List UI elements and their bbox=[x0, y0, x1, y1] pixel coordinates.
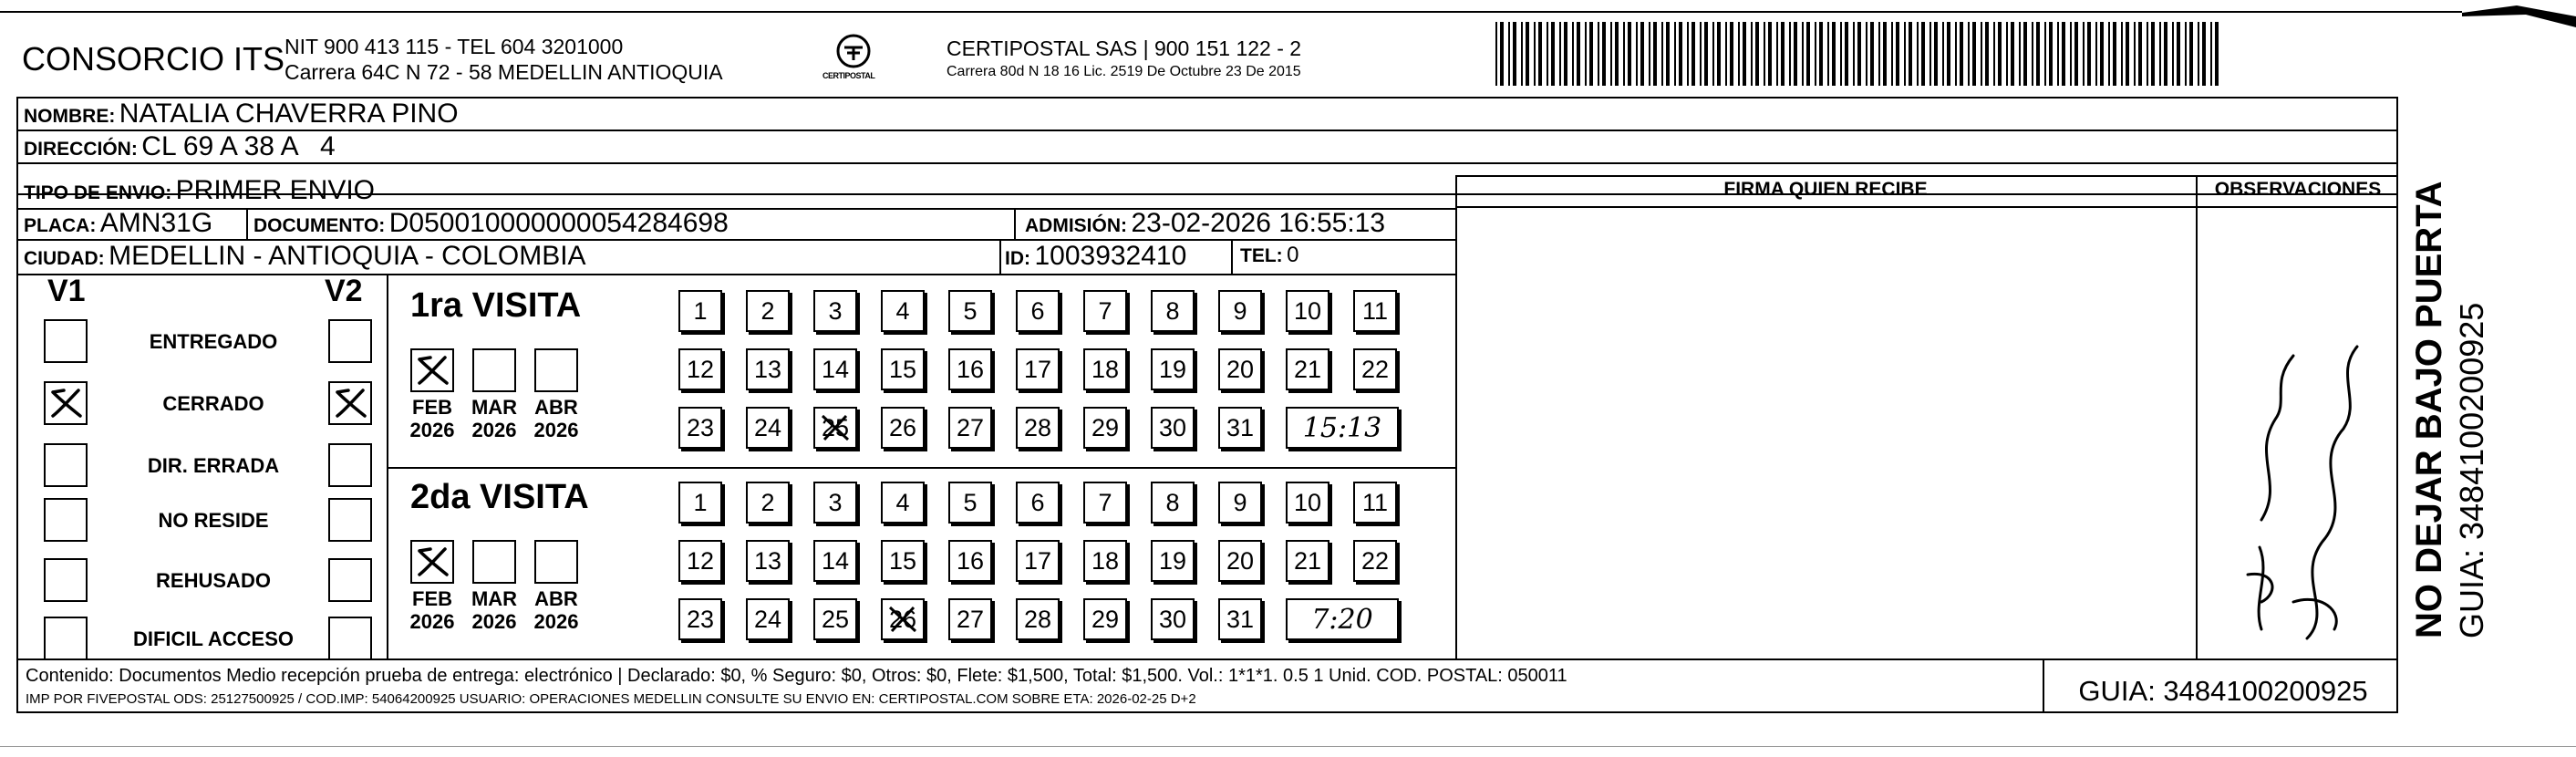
second-visit-day-box[interactable]: 20 bbox=[1218, 540, 1262, 582]
status-label: ENTREGADO bbox=[149, 330, 278, 353]
second-visit-title: 2da VISITA bbox=[410, 478, 589, 516]
second-visit-day-box[interactable]: 23 bbox=[678, 598, 722, 640]
second-visit-day-box[interactable]: 28 bbox=[1016, 598, 1060, 640]
placa-cell: PLACA: AMN31G bbox=[24, 208, 213, 238]
nit-line: NIT 900 413 115 - TEL 604 3201000 bbox=[284, 35, 624, 58]
firma-header: FIRMA QUIEN RECIBE bbox=[1723, 179, 1928, 200]
v2-checkbox[interactable] bbox=[328, 319, 372, 363]
first-visit-day-box[interactable]: 3 bbox=[813, 290, 857, 332]
admision-cell: ADMISIÓN: 23-02-2026 16:55:13 bbox=[1025, 208, 1386, 238]
second-visit-day-box[interactable]: 30 bbox=[1151, 598, 1195, 640]
direccion-value: CL 69 A 38 A 4 bbox=[141, 131, 336, 161]
second-visit-day-box[interactable]: 15 bbox=[881, 540, 925, 582]
address-line: Carrera 64C N 72 - 58 MEDELLIN ANTIOQUIA bbox=[284, 60, 723, 84]
first-visit-day-box[interactable]: 21 bbox=[1286, 348, 1329, 390]
second-visit-month-checkbox[interactable] bbox=[534, 540, 578, 584]
certipostal-line: CERTIPOSTAL SAS | 900 151 122 - 2 bbox=[947, 36, 1302, 60]
status-label: DIFICIL ACCESO bbox=[132, 627, 294, 650]
footer-guia: GUIA: 3484100200925 bbox=[2078, 675, 2368, 707]
documento-value: D050010000000054284698 bbox=[388, 208, 729, 238]
status-label: NO RESIDE bbox=[158, 509, 269, 532]
second-visit-day-box[interactable]: 25 bbox=[813, 598, 857, 640]
second-visit-day-box[interactable]: 27 bbox=[948, 598, 992, 640]
second-visit-month-checkbox[interactable] bbox=[472, 540, 516, 584]
footer-contenido: Contenido: Documentos Medio recepción prueba de entrega: electrónico | Declarado: $0, % Seguro: $0, Otros: $0, Flete: $1,500, Total: $1,500. Vol.: 1*1*1. 0.5 1 Unid. COD. POSTAL: 050011 bbox=[26, 666, 1567, 686]
direccion-row: DIRECCIÓN: CL 69 A 38 A 4 bbox=[24, 131, 336, 161]
second-visit-day-box[interactable]: 19 bbox=[1151, 540, 1195, 582]
v1-label: V1 bbox=[47, 274, 86, 308]
first-visit-day-box[interactable]: 10 bbox=[1286, 290, 1329, 332]
v2-checkbox[interactable] bbox=[328, 443, 372, 487]
second-visit-day-box[interactable]: 9 bbox=[1218, 482, 1262, 524]
second-visit-day-box[interactable]: 10 bbox=[1286, 482, 1329, 524]
v2-checkbox[interactable] bbox=[328, 381, 372, 425]
id-value: 1003932410 bbox=[1034, 241, 1187, 271]
first-visit-month-label: MAR 2026 bbox=[471, 396, 518, 441]
v2-label: V2 bbox=[325, 274, 363, 308]
v2-checkbox[interactable] bbox=[328, 558, 372, 602]
tipo-value: PRIMER ENVIO bbox=[175, 175, 376, 205]
first-visit-day-box[interactable]: 8 bbox=[1151, 290, 1195, 332]
v1-checkbox[interactable] bbox=[44, 558, 88, 602]
first-visit-day-box[interactable]: 16 bbox=[948, 348, 992, 390]
second-visit-day-box[interactable]: 18 bbox=[1083, 540, 1127, 582]
first-visit-day-box[interactable]: 31 bbox=[1218, 407, 1262, 449]
second-visit-day-box[interactable]: 24 bbox=[746, 598, 790, 640]
status-label: REHUSADO bbox=[156, 569, 271, 592]
first-visit-day-box[interactable]: 20 bbox=[1218, 348, 1262, 390]
second-visit-day-box[interactable]: 16 bbox=[948, 540, 992, 582]
second-visit-day-box[interactable]: 14 bbox=[813, 540, 857, 582]
status-label: CERRADO bbox=[162, 392, 264, 415]
no-dejar-text: NO DEJAR BAJO PUERTA bbox=[2409, 181, 2449, 638]
observaciones-header: OBSERVACIONES bbox=[2214, 179, 2382, 200]
second-visit-day-box[interactable]: 13 bbox=[746, 540, 790, 582]
top-border bbox=[0, 11, 2462, 13]
second-visit-day-box[interactable]: 4 bbox=[881, 482, 925, 524]
first-visit-day-box[interactable]: 19 bbox=[1151, 348, 1195, 390]
first-visit-day-box[interactable]: 27 bbox=[948, 407, 992, 449]
first-visit-day-box[interactable]: 18 bbox=[1083, 348, 1127, 390]
second-visit-day-box[interactable]: 22 bbox=[1353, 540, 1397, 582]
first-visit-day-box[interactable]: 29 bbox=[1083, 407, 1127, 449]
first-visit-day-box[interactable]: 22 bbox=[1353, 348, 1397, 390]
first-visit-title: 1ra VISITA bbox=[410, 286, 582, 325]
admision-value: 23-02-2026 16:55:13 bbox=[1131, 208, 1386, 238]
first-visit-day-box[interactable]: 7 bbox=[1083, 290, 1127, 332]
ciudad-cell: CIUDAD: MEDELLIN - ANTIOQUIA - COLOMBIA bbox=[24, 241, 586, 271]
v1-checkbox[interactable] bbox=[44, 443, 88, 487]
logo-caption: CERTIPOSTAL bbox=[822, 71, 875, 80]
nombre-value: NATALIA CHAVERRA PINO bbox=[119, 99, 459, 129]
first-visit-day-box[interactable]: 11 bbox=[1353, 290, 1397, 332]
second-visit-day-box[interactable]: 8 bbox=[1151, 482, 1195, 524]
side-guia-text: GUIA: 3484100200925 bbox=[2453, 302, 2490, 638]
v2-checkbox[interactable] bbox=[328, 617, 372, 660]
first-visit-day-box[interactable]: 12 bbox=[678, 348, 722, 390]
first-visit-day-box[interactable]: 30 bbox=[1151, 407, 1195, 449]
second-visit-day-box[interactable]: 11 bbox=[1353, 482, 1397, 524]
second-visit-month-checkbox[interactable] bbox=[410, 540, 454, 584]
second-visit-day-box[interactable]: 12 bbox=[678, 540, 722, 582]
v1-checkbox[interactable] bbox=[44, 617, 88, 660]
first-visit-month-checkbox[interactable] bbox=[472, 348, 516, 392]
second-visit-day-box[interactable]: 5 bbox=[948, 482, 992, 524]
second-visit-day-box[interactable]: 2 bbox=[746, 482, 790, 524]
footer-imp: IMP POR FIVEPOSTAL ODS: 25127500925 / COD.IMP: 54064200925 USUARIO: OPERACIONES MEDELLIN CONSULTE SU ENVIO EN: CERTIPOSTAL.COM SOBRE ETA: 2026-02-25 D+2 bbox=[26, 691, 1196, 707]
second-visit-day-box[interactable]: 7 bbox=[1083, 482, 1127, 524]
corner-mark bbox=[2462, 0, 2576, 27]
second-visit-day-box[interactable]: 1 bbox=[678, 482, 722, 524]
v2-checkbox[interactable] bbox=[328, 498, 372, 542]
status-label: DIR. ERRADA bbox=[147, 454, 280, 477]
first-visit-day-box[interactable]: 28 bbox=[1016, 407, 1060, 449]
v1-checkbox[interactable] bbox=[44, 319, 88, 363]
first-visit-day-box[interactable]: 14 bbox=[813, 348, 857, 390]
first-visit-day-box[interactable]: 4 bbox=[881, 290, 925, 332]
second-visit-time-box[interactable]: 7:20 bbox=[1286, 598, 1399, 640]
ciudad-value: MEDELLIN - ANTIOQUIA - COLOMBIA bbox=[109, 241, 586, 271]
first-visit-day-box[interactable]: 17 bbox=[1016, 348, 1060, 390]
second-visit-day-box[interactable]: 6 bbox=[1016, 482, 1060, 524]
certipostal-logo-icon bbox=[835, 33, 872, 69]
first-visit-day-box[interactable]: 2 bbox=[746, 290, 790, 332]
id-cell: ID: 1003932410 bbox=[1005, 241, 1187, 271]
first-visit-day-box[interactable]: 26 bbox=[881, 407, 925, 449]
second-visit-day-box[interactable]: 26 bbox=[881, 598, 925, 640]
second-visit-day-box[interactable]: 29 bbox=[1083, 598, 1127, 640]
placa-value: AMN31G bbox=[99, 208, 213, 238]
second-visit-day-box[interactable]: 31 bbox=[1218, 598, 1262, 640]
tel-cell: TEL: 0 bbox=[1240, 243, 1299, 267]
v1-checkbox[interactable] bbox=[44, 381, 88, 425]
first-visit-time-box[interactable]: 15:13 bbox=[1286, 407, 1399, 449]
second-visit-day-box[interactable]: 17 bbox=[1016, 540, 1060, 582]
first-visit-month-label: FEB 2026 bbox=[409, 396, 455, 441]
license-line: Carrera 80d N 18 16 Lic. 2519 De Octubre 23 De 2015 bbox=[947, 64, 1301, 79]
first-visit-month-label: ABR 2026 bbox=[533, 396, 579, 441]
second-visit-month-label: MAR 2026 bbox=[471, 587, 518, 633]
company-name: CONSORCIO ITS bbox=[22, 40, 285, 78]
first-visit-day-box[interactable]: 1 bbox=[678, 290, 722, 332]
second-visit-day-box[interactable]: 3 bbox=[813, 482, 857, 524]
first-visit-day-box[interactable]: 24 bbox=[746, 407, 790, 449]
first-visit-day-box[interactable]: 15 bbox=[881, 348, 925, 390]
documento-cell: DOCUMENTO: D050010000000054284698 bbox=[253, 208, 729, 238]
first-visit-day-box[interactable]: 13 bbox=[746, 348, 790, 390]
first-visit-day-box[interactable]: 25 bbox=[813, 407, 857, 449]
second-visit-month-label: ABR 2026 bbox=[533, 587, 579, 633]
second-visit-month-label: FEB 2026 bbox=[409, 587, 455, 633]
v1-checkbox[interactable] bbox=[44, 498, 88, 542]
second-visit-day-box[interactable]: 21 bbox=[1286, 540, 1329, 582]
first-visit-day-box[interactable]: 5 bbox=[948, 290, 992, 332]
nombre-row: NOMBRE: NATALIA CHAVERRA PINO bbox=[24, 99, 459, 129]
tel-value: 0 bbox=[1287, 243, 1299, 267]
first-visit-day-box[interactable]: 6 bbox=[1016, 290, 1060, 332]
first-visit-month-checkbox[interactable] bbox=[410, 348, 454, 392]
first-visit-day-box[interactable]: 9 bbox=[1218, 290, 1262, 332]
handwritten-signature bbox=[2207, 301, 2389, 648]
first-visit-month-checkbox[interactable] bbox=[534, 348, 578, 392]
barcode bbox=[1495, 22, 2225, 86]
first-visit-day-box[interactable]: 23 bbox=[678, 407, 722, 449]
tipo-row: TIPO DE ENVIO: PRIMER ENVIO bbox=[24, 175, 376, 205]
